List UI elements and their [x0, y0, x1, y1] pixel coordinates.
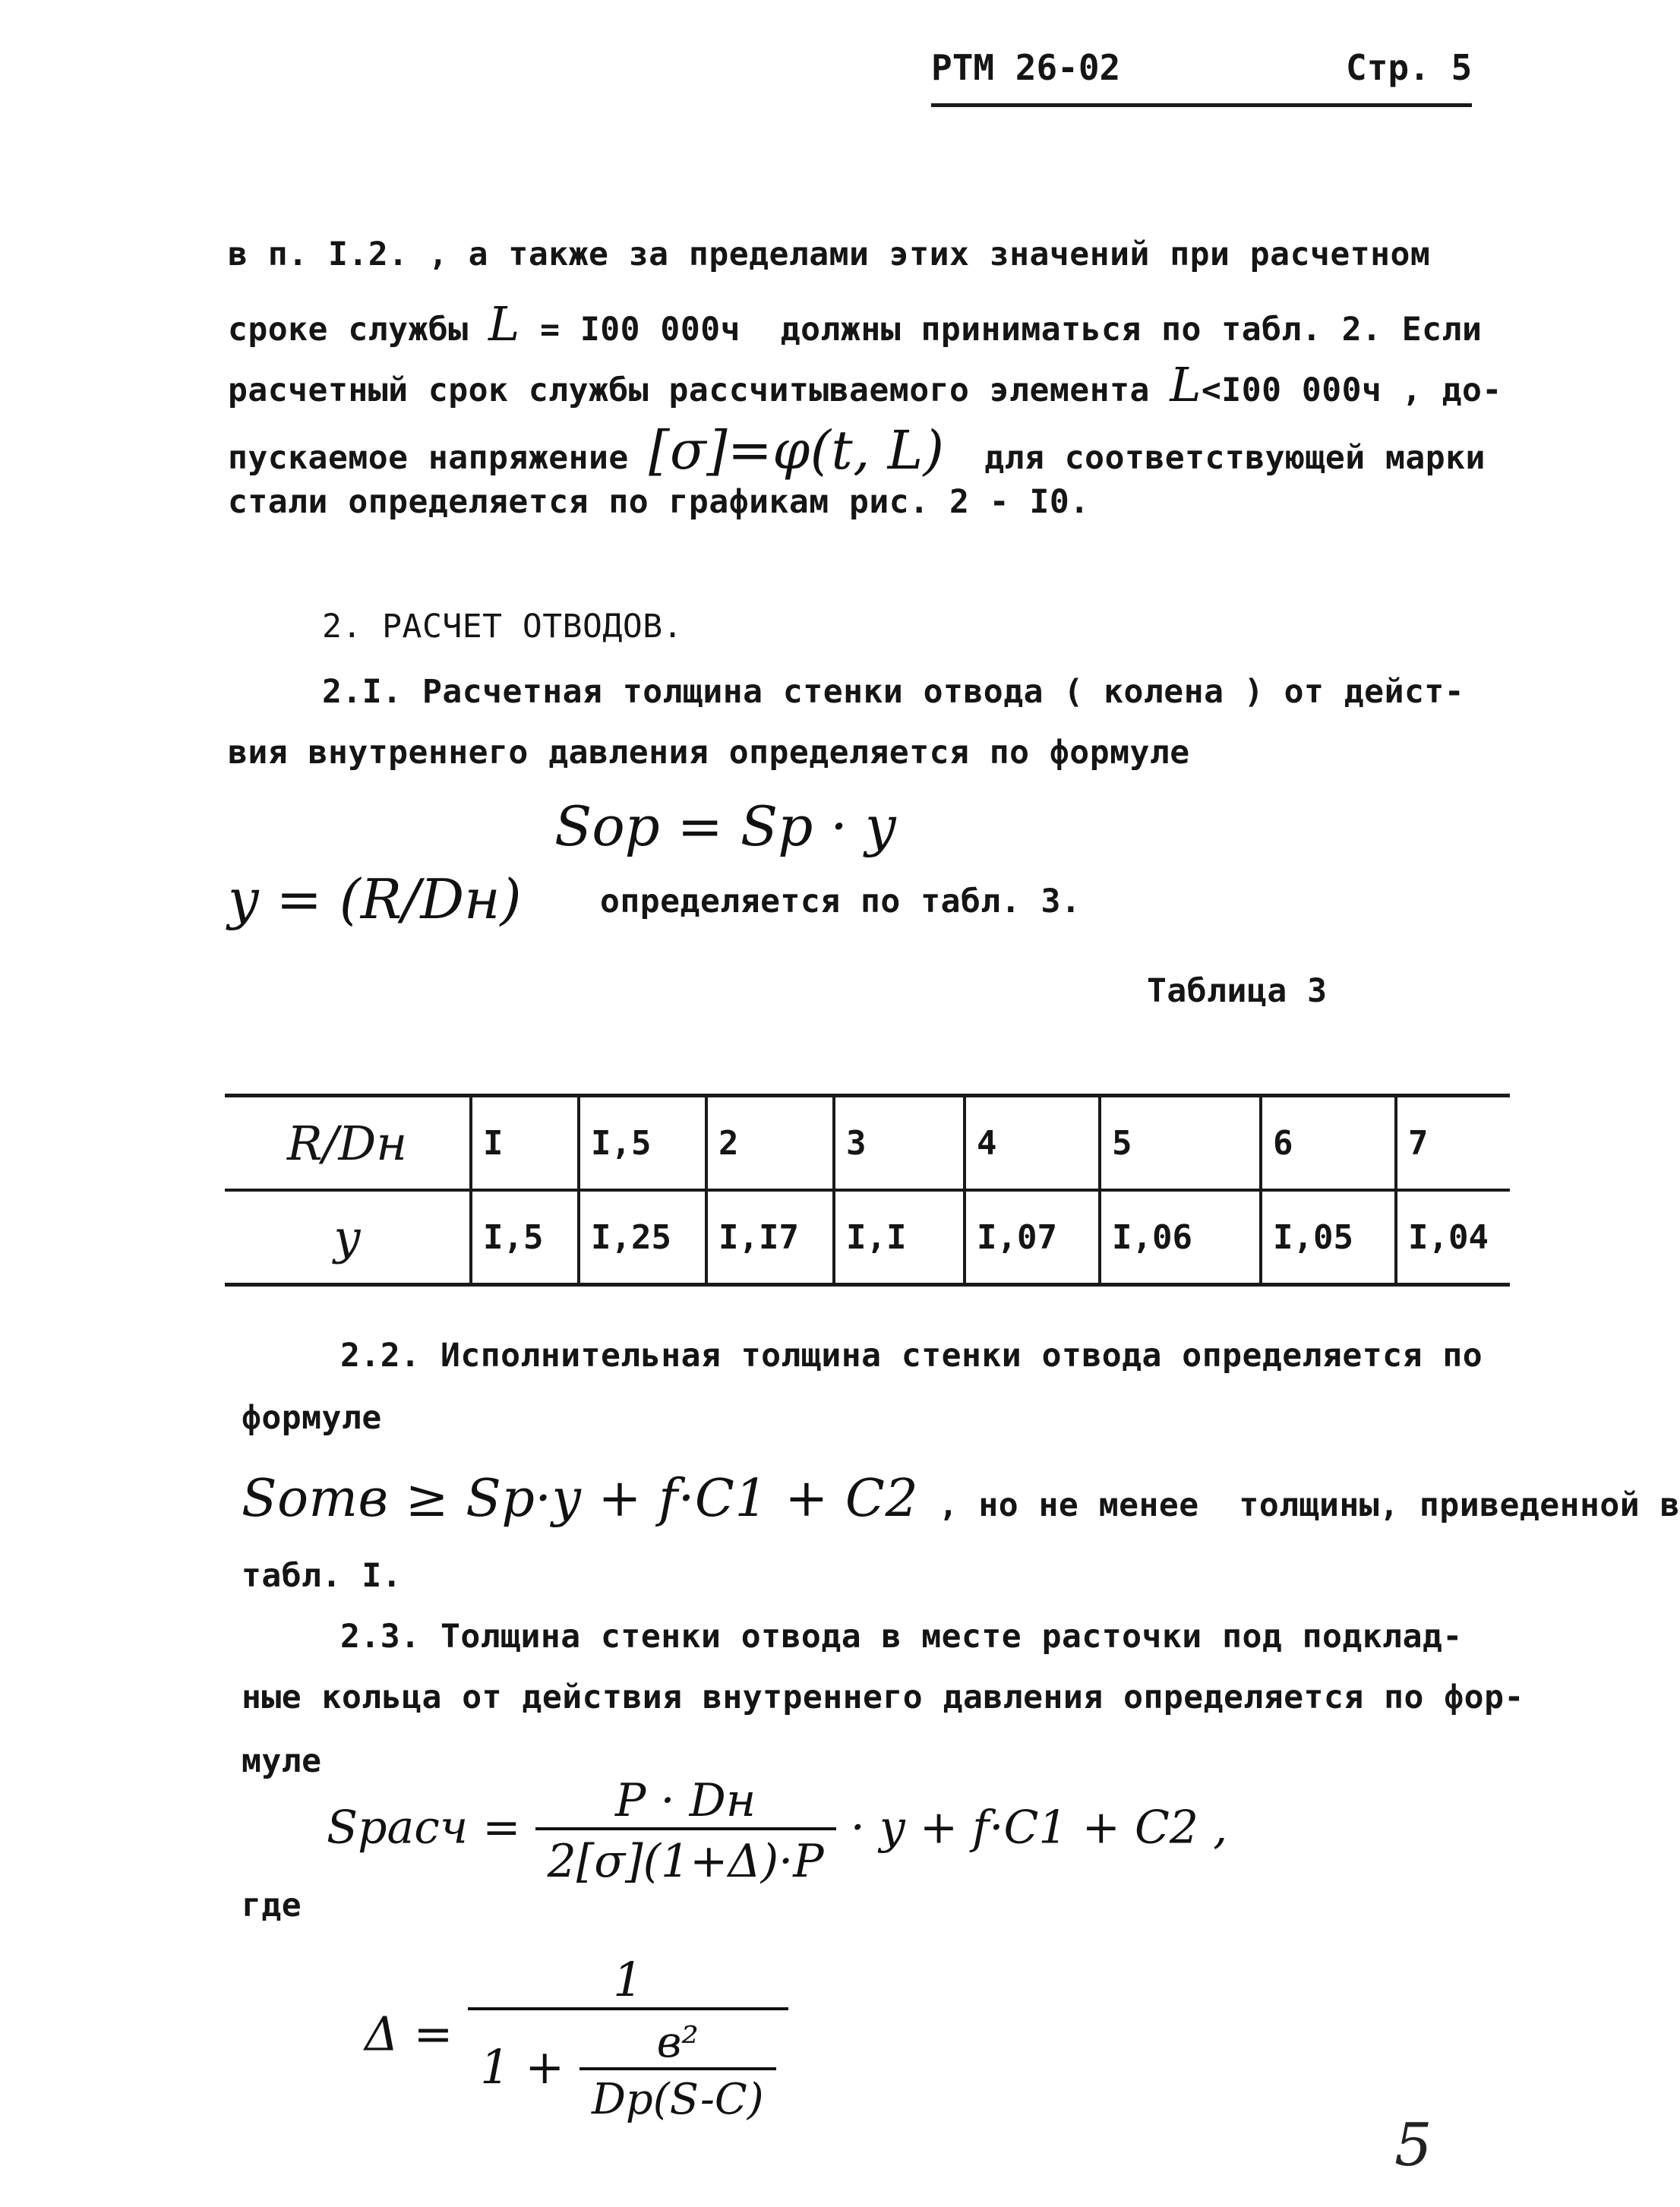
- where-label: где: [242, 1887, 302, 1924]
- formula-delta: [365, 1952, 788, 2124]
- service-life-symbol-2: L: [1170, 357, 1202, 412]
- formula-sop: Sop = Sp · y: [554, 794, 896, 858]
- table-cell: I,5: [579, 1096, 706, 1191]
- p22-line-4: табл. I.: [242, 1557, 403, 1595]
- formula-sraschet: [327, 1774, 1227, 1888]
- table-cell: I,04: [1396, 1190, 1510, 1285]
- p23-line-1: 2.3. Толщина стенки отвода в месте расточки под подклад-: [340, 1618, 1463, 1656]
- delta-den-prefix: 1 +: [480, 2039, 565, 2095]
- handwritten-page-mark: 5: [1394, 2111, 1432, 2180]
- formula-sotv: Sотв ≥ Sp·y + f·C1 + C2: [242, 1469, 919, 1529]
- formula-y-text: определяется по табл. 3.: [600, 882, 1082, 920]
- intro-line-2-text: сроке службы: [228, 311, 489, 349]
- delta-inner-numerator: в²: [656, 2018, 699, 2067]
- table-cell: I,25: [579, 1190, 706, 1285]
- table-header-ratio: [225, 1096, 471, 1191]
- p22-line-2: формуле: [242, 1399, 382, 1437]
- p21-line-1: 2.I. Расчетная толщина стенки отвода ( колена ) от дейст-: [322, 673, 1465, 711]
- delta-inner-fraction: [579, 2018, 776, 2124]
- table-cell: I,07: [965, 1190, 1100, 1285]
- y-label: y: [333, 1209, 361, 1265]
- intro-line-4-text: пускаемое напряжение: [228, 439, 649, 477]
- table-cell: 6: [1261, 1096, 1396, 1191]
- service-life-symbol: L: [488, 296, 520, 352]
- table-cell: I,I7: [706, 1190, 834, 1285]
- table-cell: 7: [1396, 1096, 1510, 1191]
- table-header-y: [225, 1190, 471, 1285]
- document-code: РТМ 26-02: [931, 47, 1121, 88]
- formula-numerator: P · Dн: [615, 1774, 756, 1827]
- header-underline: [931, 103, 1472, 107]
- table-cell: 2: [706, 1096, 834, 1191]
- intro-line-4-tail: для соответствующей марки: [944, 439, 1486, 477]
- delta-inner-denominator: Dp(S-C): [579, 2067, 776, 2124]
- section-heading: 2. РАСЧЕТ ОТВОДОВ.: [322, 608, 683, 646]
- table-caption: Таблица 3: [1147, 972, 1328, 1010]
- table-cell: I: [471, 1096, 579, 1191]
- intro-line-5: стали определяется по графикам рис. 2 - I0.: [228, 483, 1090, 521]
- table-cell: I,06: [1100, 1190, 1261, 1285]
- p23-line-3: муле: [242, 1742, 322, 1780]
- allowable-stress-formula: [σ]=φ(t, L): [649, 419, 945, 481]
- table-cell: I,I: [834, 1190, 965, 1285]
- delta-fraction: [468, 1952, 788, 2124]
- p21-line-2: вия внутреннего давления определяется по формуле: [228, 734, 1190, 772]
- formula-fraction: [535, 1774, 836, 1888]
- intro-line-3-tail: <I00 000ч , до-: [1201, 371, 1502, 409]
- delta-numerator: 1: [613, 1952, 643, 2007]
- formula-lhs: Sрасч =: [327, 1801, 521, 1855]
- page-number-label: Стр. 5: [1346, 47, 1473, 88]
- ratio-label: R/Dн: [286, 1115, 408, 1171]
- table-cell: 3: [834, 1096, 965, 1191]
- p22-line-1: 2.2. Исполнительная толщина стенки отвода определяется по: [340, 1337, 1483, 1375]
- table-cell: 5: [1100, 1096, 1261, 1191]
- formula-y: y = (R/Dн): [228, 867, 522, 931]
- intro-line-1: в п. I.2. , а также за пределами этих значений при расчетном: [228, 235, 1431, 273]
- formula-denominator: 2[σ](1+Δ)·P: [535, 1827, 836, 1888]
- intro-line-3-text: расчетный срок службы рассчитываемого элемента: [228, 371, 1170, 409]
- table-row-y: [225, 1190, 1510, 1285]
- p22-line-3: [242, 1469, 1680, 1529]
- formula-tail: · y + f·C1 + C2 ,: [850, 1801, 1228, 1855]
- delta-denominator: [468, 2007, 788, 2124]
- intro-line-4: [228, 419, 1486, 481]
- intro-line-2: [228, 296, 1482, 352]
- intro-line-3: [228, 357, 1502, 412]
- table-cell: I,5: [471, 1190, 579, 1285]
- table-cell: I,05: [1261, 1190, 1396, 1285]
- table-3: [225, 1094, 1510, 1287]
- p22-line-3-tail: , но не менее толщины, приведенной в: [918, 1486, 1680, 1524]
- delta-lhs: Δ =: [365, 2006, 453, 2062]
- table-row-ratio: [225, 1096, 1510, 1191]
- intro-line-2-tail: = I00 000ч должны приниматься по табл. 2. Если: [519, 311, 1483, 349]
- table-cell: 4: [965, 1096, 1100, 1191]
- p23-line-2: ные кольца от действия внутреннего давления определяется по фор-: [242, 1678, 1524, 1716]
